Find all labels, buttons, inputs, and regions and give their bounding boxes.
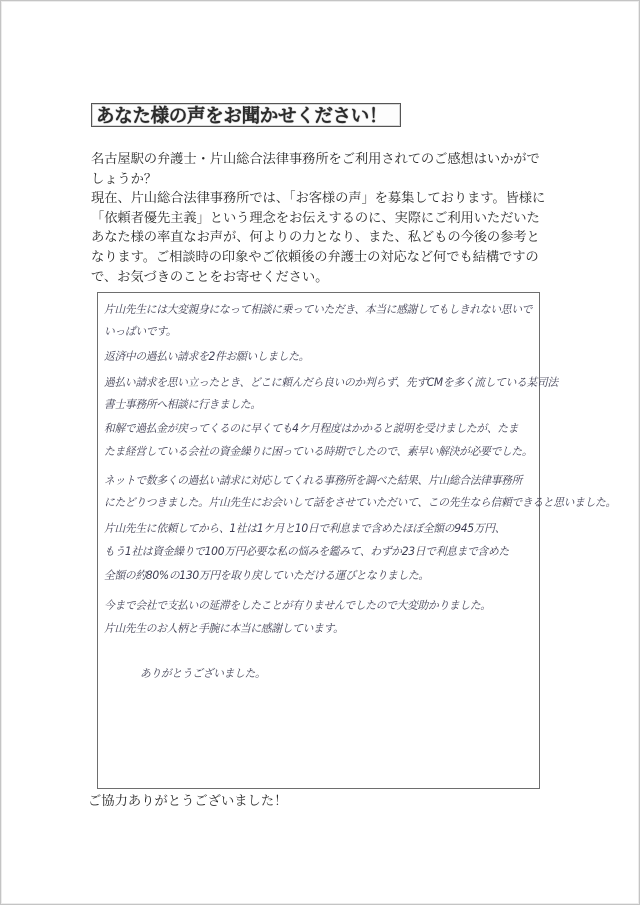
- handwritten-line: 今まで会社で支払いの延滞をしたことが有りませんでしたので大変助かりました。: [104, 599, 491, 612]
- handwritten-line: いっぱいです。: [104, 325, 177, 338]
- handwritten-line: 全額の約80%の130万円を取り戻していただける運びとなりました。: [104, 569, 429, 582]
- title-banner: [91, 103, 401, 127]
- handwritten-line: 片山先生に依頼してから、1社は1ケ月と10日で利息まで含めたほぼ全額の945万円、: [104, 522, 506, 535]
- handwritten-line: 過払い請求を思い立ったとき、どこに頼んだら良いのか判らず、先ずCMを多く流している某司法: [104, 376, 558, 389]
- handwritten-line: にたどりつきました。片山先生にお会いして話をさせていただいて、この先生なら信頼できると思いました。: [104, 496, 616, 509]
- handwritten-line: たま経営している会社の資金繰りに困っている時期でしたので、素早い解決が必要でした。: [104, 445, 533, 458]
- handwritten-thanks: ありがとうございました。: [140, 667, 266, 680]
- handwritten-line: 書士事務所へ相談に行きました。: [104, 398, 261, 411]
- intro-paragraph-1: 名古屋駅の弁護士・片山総合法律事務所をご利用されてのご感想はいかがでしょうか？: [91, 152, 540, 187]
- handwritten-line: 片山先生のお人柄と手腕に本当に感謝しています。: [104, 622, 344, 635]
- intro-text: [91, 150, 551, 287]
- handwritten-line: 和解で過払金が戻ってくるのに早くても4ケ月程度はかかると説明を受けましたが、たま: [104, 422, 519, 435]
- intro-paragraph-2: 現在、片山総合法律事務所では、「お客様の声」を募集しております。皆様に「依頼者優先主義」という理念をお伝えするのに、実際にご利用いただいたあなた様の率直なお声が、何よりの力となり、また、私どもの今後の参考となります。ご相談時の印象やご依頼後の弁護士の対応など何でも結構ですので、お気づきのことをお寄せください。: [91, 191, 546, 285]
- handwritten-letter-box: [97, 292, 616, 789]
- handwritten-line: 返済中の過払い請求を2件お願いしました。: [104, 350, 310, 363]
- handwritten-line: 片山先生には大変親身になって相談に乗っていただき、本当に感謝してもしきれない思いで: [104, 303, 533, 316]
- page-title: あなた様の声をお聞かせください！: [96, 106, 388, 127]
- handwritten-line: もう1社は資金繰りで100万円必要な私の悩みを鑑みて、わずか23日で利息まで含めた: [104, 545, 509, 558]
- handwritten-line: ネットで数多くの過払い請求に対応してくれる事務所を調べた結果、片山総合法律事務所: [104, 474, 523, 487]
- closing-text: ご協力ありがとうございました！: [88, 794, 288, 809]
